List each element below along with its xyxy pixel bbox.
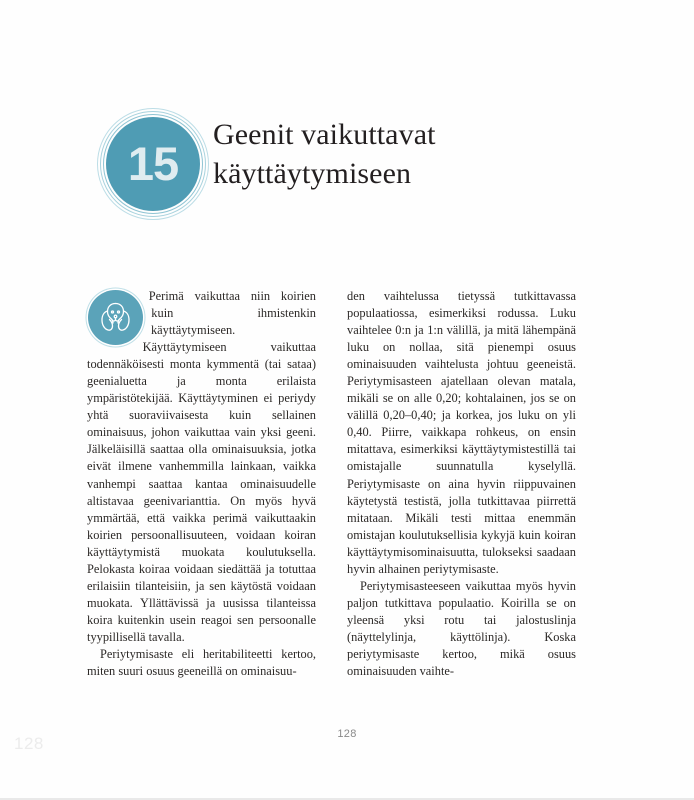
chapter-title-line-1: Geenit vaikuttavat <box>213 118 436 151</box>
paragraph: Periytymisasteeseen vaikuttaa myös hyvin paljon tutkittava populaatio. Koirilla se on yleensä yksi rotu tai jalostuslinja (näyttelylinja, käyttölinja). Koska periytymisaste kertoo, mikä osuus ominaisuuden vaihte- <box>347 578 576 679</box>
chapter-header <box>0 100 694 230</box>
chapter-number: 15 <box>127 137 179 190</box>
dog-head-icon <box>87 289 144 346</box>
chapter-title-line-2: käyttäytymiseen <box>213 157 412 190</box>
body-text-area <box>0 288 694 708</box>
text-column-right <box>347 288 576 680</box>
paragraph: Periytymisaste eli heritabiliteetti kertoo, miten suuri osuus geeneillä on ominaisuu- <box>87 646 316 679</box>
text-column-left <box>87 288 316 680</box>
paragraph: Perimä vaikuttaa niin koirien kuin ihmistenkin käyttäytymiseen. Käyttäytymiseen vaikuttaa todennäköisesti monta kymmentä (tai sataa) geenialuetta ja monta erilaista ympäristötekijää. Käyttäytyminen ei periydy yhtä suoraviivaisesta kuin sellainen ominaisuus, johon vaikuttaa vain yksi geeni. Jälkeläisillä saattaa olla ominaisuuksia, jotka eivät ilmene vanhemmilla lainkaan, vaikka vanhempi saattaa kantaa ominaisuudelle altistavaa geenivarianttia. On myös hyvä ymmärtää, että vaikka perimä vaikuttaakin koirien persoonallisuuteen, voidaan koiran käyttäytymistä muokata koulutuksella. Pelokasta koiraa voidaan siedättää ja totuttaa erilaisiin tilanteisiin, ja sen käytöstä voidaan muokata. Yllättävissä ja uusissa tilanteissa koira kuitenkin usein reagoi sen persoonalle tyypillisellä tavalla. <box>87 289 316 644</box>
dog-icon-disc <box>88 290 143 345</box>
folio-center-number: 128 <box>337 728 357 740</box>
folio-edge-number: 128 <box>14 734 44 753</box>
chapter-number-badge <box>97 108 209 220</box>
page-footer <box>0 722 694 800</box>
paragraph: den vaihtelussa tietyssä tutkittavassa populaatiossa, esimerkiksi rodussa. Luku vaihtelee 0:n ja 1:n välillä, ja mitä lähempänä luku on nollaa, sitä pienempi osuus ominaisuuden vaihtelusta johtuu geeneistä. Periytymisasteen ajatellaan olevan matala, mikäli se on alle 0,20; kohtalainen, jos se on välillä 0,20–0,40; ja korkea, jos luku on yli 0,40. Piirre, vaikkapa rohkeus, on ensin mitattava, esimerkiksi käyttäytymistestillä tai omistajalle suunnatulla kyselyllä. Periytymisaste on aina hyvin riippuvainen käytetystä testistä, jolla tutkittavaa piirrettä mitataan. Mikäli testi mittaa enemmän omistajan koulutuksellisia kykyjä kuin koiran käyttäytymisominaisuutta, tulokseksi saadaan hyvin alhainen periytymisaste. <box>347 289 576 576</box>
page-title <box>213 115 633 193</box>
